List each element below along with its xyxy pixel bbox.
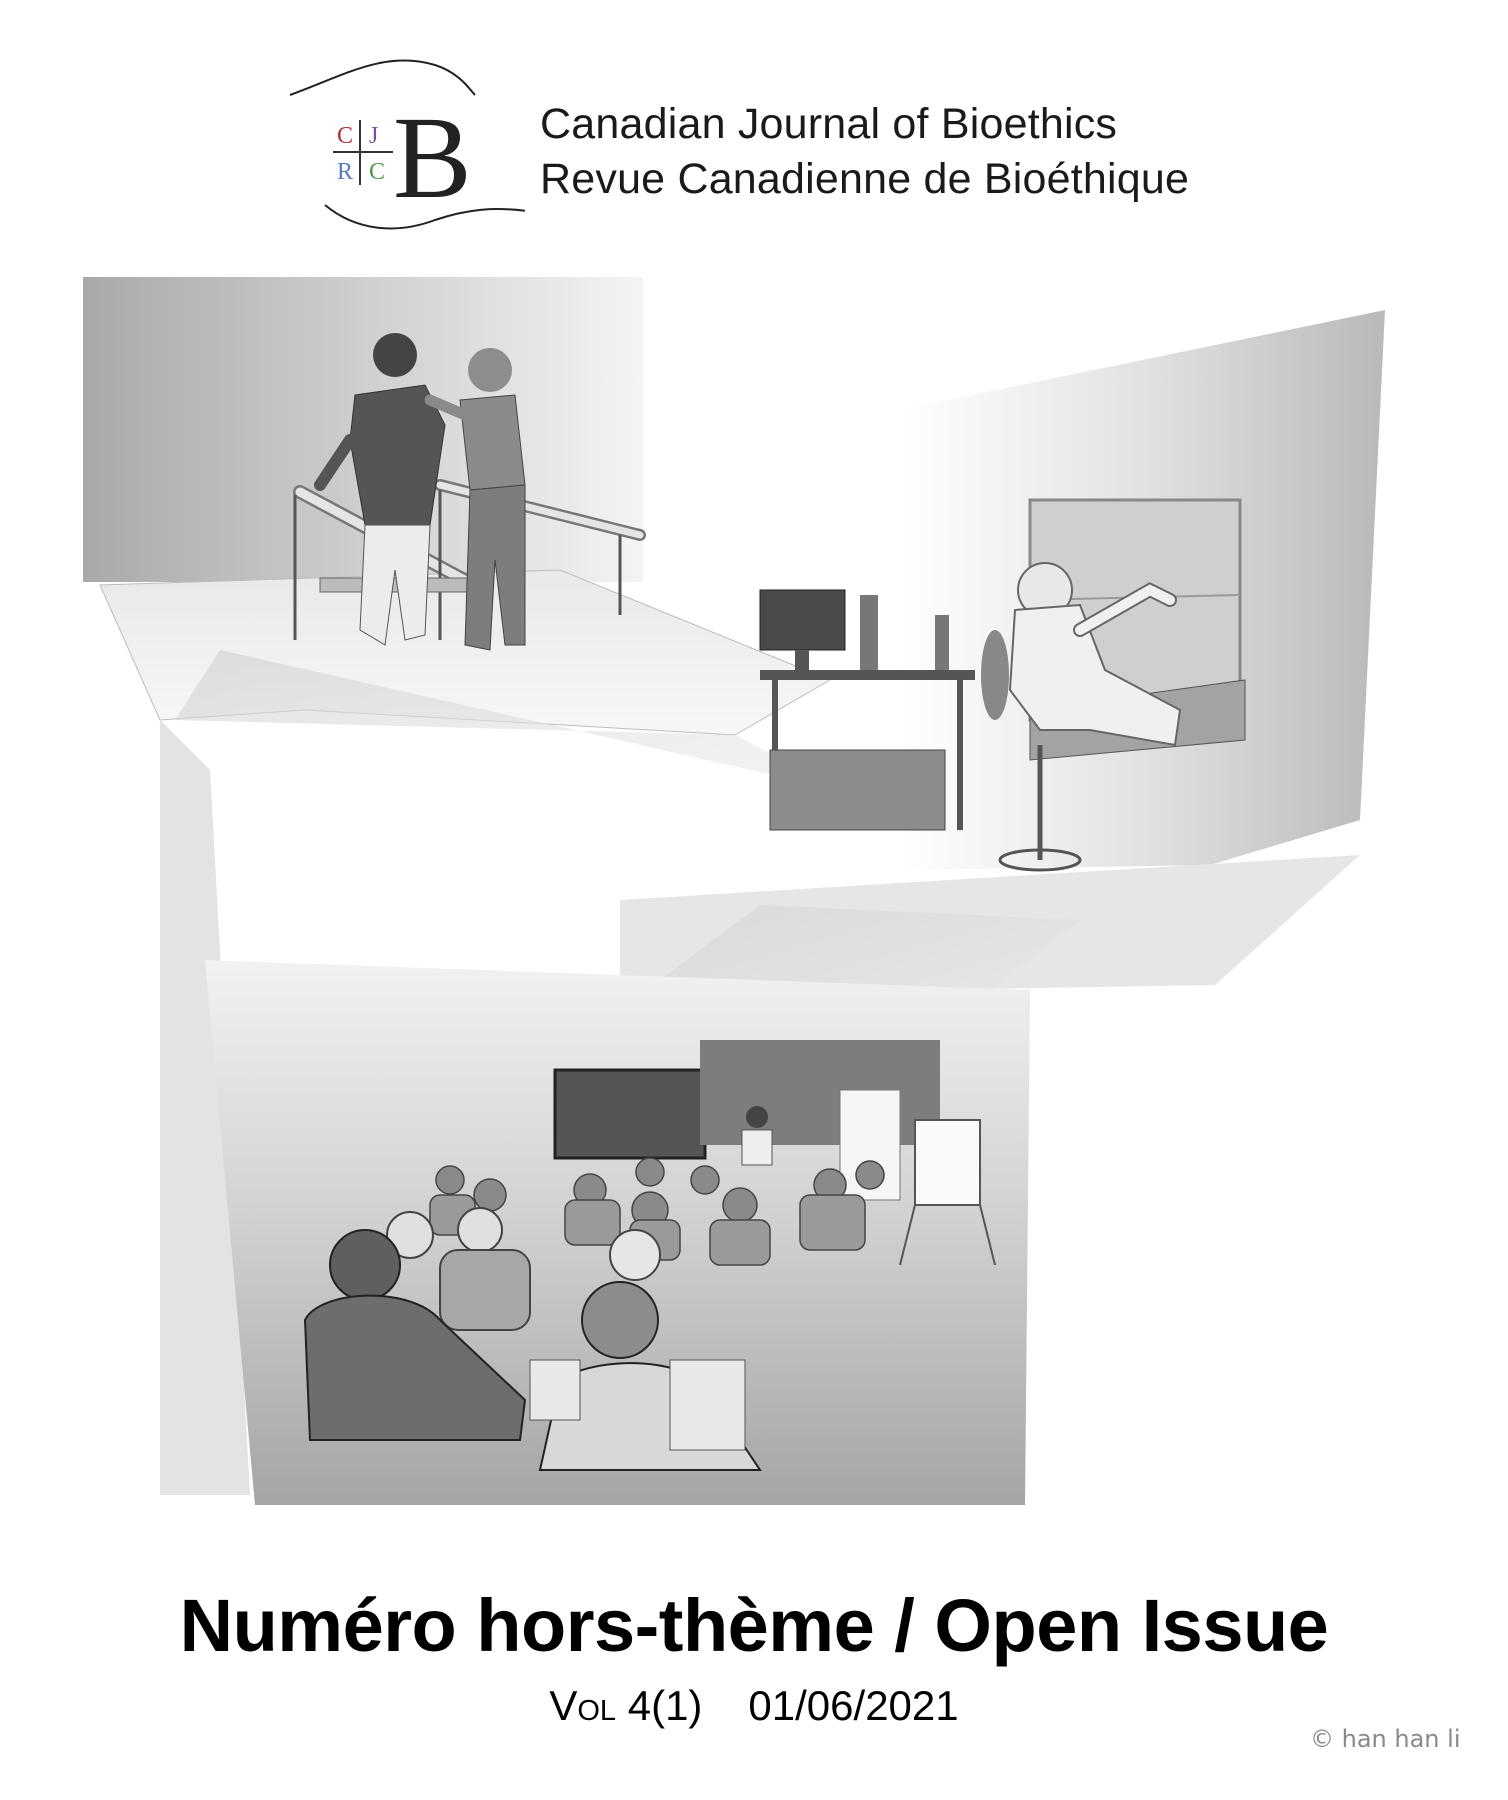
scene-rehabilitation xyxy=(83,277,830,735)
journal-logo xyxy=(285,55,525,255)
journal-name-english: Canadian Journal of Bioethics xyxy=(540,100,1118,148)
issue-date: 01/06/2021 xyxy=(748,1682,959,1729)
logo-letter-b: B xyxy=(393,92,472,223)
logo-letter-c-bottom: C xyxy=(369,159,386,185)
illustration-credit: © han han li xyxy=(1310,1725,1461,1753)
scene-lecture xyxy=(205,960,1030,1505)
journal-header xyxy=(0,0,1508,270)
logo-letter-r: R xyxy=(337,159,354,185)
illustration-drawing xyxy=(0,270,1508,1510)
logo-letter-c-top: C xyxy=(337,123,354,149)
logo-top-curve xyxy=(290,60,475,95)
journal-name-french: Revue Canadienne de Bioéthique xyxy=(540,155,1190,203)
issue-volume: Vol 4(1) xyxy=(549,1682,703,1729)
issue-title: Numéro hors-thème / Open Issue xyxy=(179,1584,1329,1667)
logo-letter-j: J xyxy=(369,123,379,149)
issue-info xyxy=(0,1682,1508,1730)
